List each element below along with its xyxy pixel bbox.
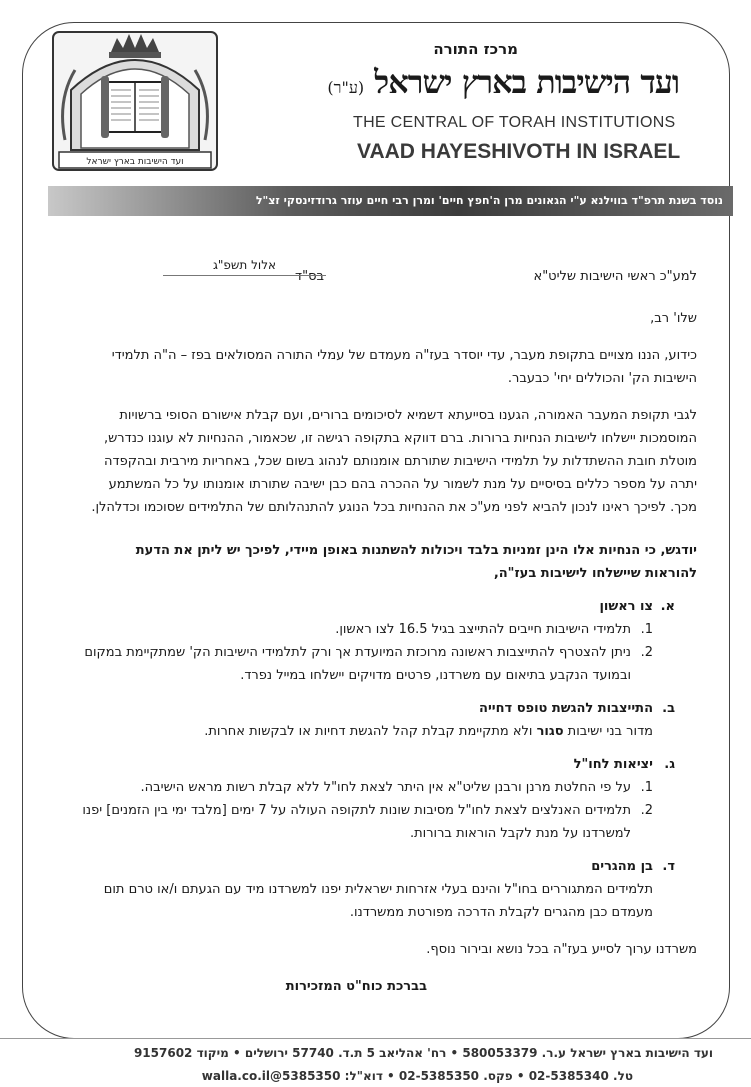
section-c-heading [80,753,675,776]
greeting: שלו' רב, [650,311,697,326]
section-a-item-1 [80,618,653,641]
item-text: תלמידי הישיבות חייבים להתייצב בגיל 16.5 לצו ראשון. [335,622,631,637]
section-a [80,595,697,687]
section-d-letter: ד. [662,859,675,874]
vaad-logo [51,30,219,172]
footer-divider [0,1038,751,1039]
item-text: תלמידים האנלצים לצאת לחו"ל מסיבות שונות לתקופה העולה על 7 ימים [מלבד ימי בין הזמנים] יפנו למשרדנו על מנת לקבל הוראות ברורות. [82,803,631,841]
logo-caption: ועד הישיבות בארץ ישראל [86,157,184,167]
item-number: 2. [640,645,653,660]
section-b-text-2: ולא מתקיימת קבלת קהל להגשת דחיות או לבקשות אחרות. [204,724,537,739]
section-d-text: תלמידים המתגוררים בחו"ל והינם בעלי אזרחות ישראלית יפנו למשרדנו מיד עם הגעתם ו/או טרם תום מעמדם כבן מהגרים לקבלת הדרכה מפורטת ממשרדנו. [103,882,653,920]
section-c [80,753,697,845]
section-b-text [80,720,653,743]
item-text: על פי החלטת מרנן ורבנן שליט"א אין היתר לצאת לחו"ל ללא קבלת רשות מראש הישיבה. [140,780,631,795]
section-b-text-1: מדור בני ישיבות [563,724,653,739]
section-d-title: בן מהגרים [591,859,653,874]
section-b-heading [80,697,675,720]
letter-date: אלול תשפ"ג [163,255,326,276]
section-a-heading [80,595,675,618]
paragraph-2: לגבי תקופת המעבר האמורה, הגענו בסייעתא דשמיא לסיכומים ברורים, ועם קבלת אישורם הסופי ברשויות המוסמכות יישלחו לישיבות הנחיות ברורות. ברם דווקא בתקופה רגישה זו, שכאמור, ההנחיות לא עוגנו כנדרש, מוטלת חובת ההשתדלות על תלמידי הישיבות שתורתם אומנותם לנהוג בשום שכל, באחריות מירבית ובהקפדה יתרה על מספר כללים בסיסיים על מנת לשמור על ההכרה בהם כבן ישיבה שתורתו אומנותו על כל המשתמע מכך. לפיכך ראינו לנכון להביא לפני מע"כ את ההנחיות בכל הנוגע להתנהלותם של התלמידים שסוכמו וכדלהלן. [91,408,697,515]
section-a-letter: א. [660,599,675,614]
founding-banner-text: נוסד בשנת תרפ"ד בווילנא ע"י הגאונים מרן ה'חפץ חיים' ומרן רבי חיים עוזר גרודזינסקי זצ"ל [255,194,723,207]
footer-contact: טל. 02-5385340 • פקס. 02-5385350 • דוא"ל: 5385350@walla.co.il [201,1069,633,1083]
section-c-letter: ג. [664,757,675,772]
section-c-title: יציאות לחו"ל [573,757,653,772]
address-row [80,255,697,295]
section-b-title: התייצבות להגשת טופס דחייה [479,701,653,716]
org-english-line-2: VAAD HAYESHIVOTH IN ISRAEL [357,140,681,163]
closing-line: משרדנו ערוך לסייע בעז"ה בכל נושא ובירור נוסף. [426,942,697,957]
section-c-item-1 [80,776,653,799]
org-hebrew-title [327,63,679,101]
section-b [80,697,697,743]
item-number: 2. [640,803,653,818]
footer-address: ועד הישיבות בארץ ישראל ע.ר. 580053379 • רח' אהליאב 5 ת.ד. 57740 ירושלים • מיקוד 9157602 [133,1046,713,1060]
section-a-title: צו ראשון [599,599,653,614]
important-note: יודגש, כי הנחיות אלו הינן זמניות בלבד ויכולות להשתנות באופן מיידי, לפיכך יש ליתן את הדעת להוראות שיישלחו לישיבות בעז"ה, [135,543,697,581]
org-registered-mark: (ע"ר) [327,78,365,97]
section-d-heading [80,855,675,878]
item-text: ניתן להצטרף להתייצבות ראשונה מרוכזת המיועדת אך ורק לתלמידי הישיבות הק' שמתקיימת במקום ובמועד הנקבע בתיאום עם משרדנו, פרטים מדויקים יישלחו במייל נפרד. [84,645,631,683]
paragraph-1: כידוע, הננו מצויים בתקופת מעבר, עדי יוסדר בעז"ה מעמדם של עמלי התורה המסולאים בפז – ה"ה תלמידי הישיבות הק' והכוללים יחי' כבעבר. [111,348,697,386]
signature: בברכת כוח"ט המזכירות [285,979,427,994]
addressee: למע"כ ראשי הישיבות שליט"א [533,269,697,284]
bsd-mark: בס"ד [295,269,325,284]
item-number: 1. [640,622,653,637]
org-small-title: מרכז התורה [433,40,518,58]
letter-body [80,255,697,998]
founding-banner [48,186,733,216]
item-number: 1. [640,780,653,795]
section-c-item-2 [80,799,653,845]
section-a-item-2 [80,641,653,687]
section-b-text-bold: סגור [536,724,564,739]
org-hebrew-name: ועד הישיבות בארץ ישראל [374,63,679,101]
section-b-letter: ב. [662,701,675,716]
org-english-line-1: THE CENTRAL OF TORAH INSTITUTIONS [353,114,676,131]
section-d [80,855,697,924]
